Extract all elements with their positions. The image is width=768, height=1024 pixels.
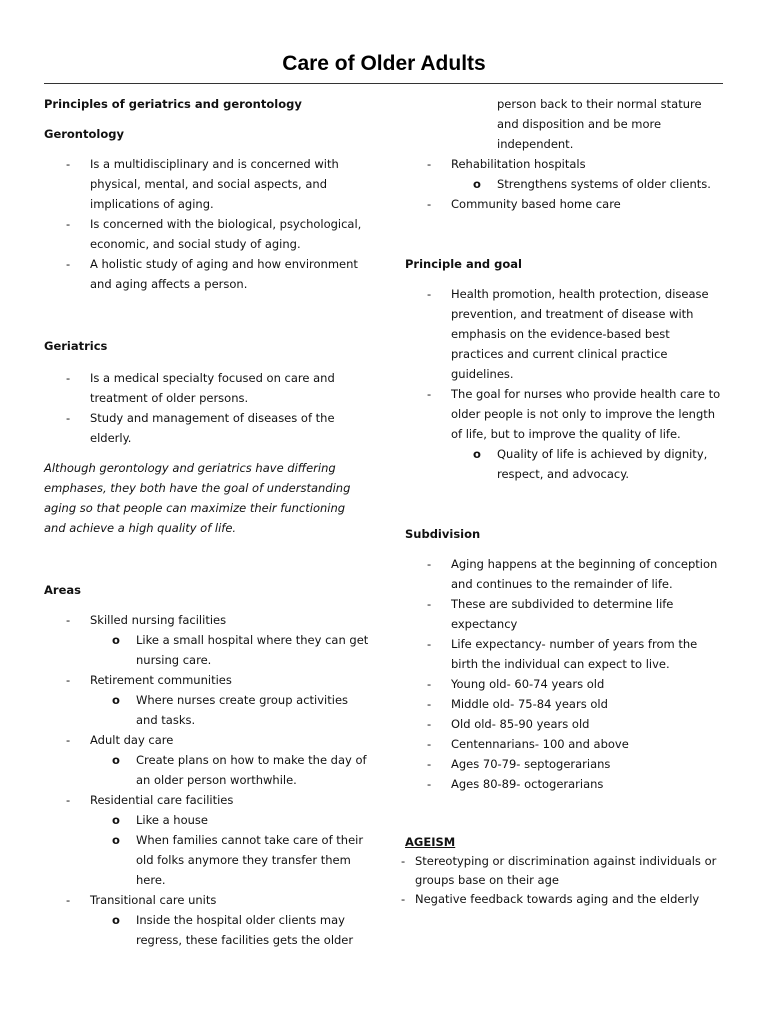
list-item <box>405 694 725 714</box>
dash-marker: - <box>401 892 406 906</box>
subdivision-heading: Subdivision <box>405 527 481 541</box>
circle-marker: o <box>112 753 120 767</box>
dash-marker: - <box>427 717 432 731</box>
dash-marker: - <box>427 197 432 211</box>
title-divider <box>44 83 723 84</box>
list-item <box>405 594 725 634</box>
dash-marker: - <box>66 257 71 271</box>
principle-goal-heading: Principle and goal <box>405 257 522 271</box>
list-item-text: Retirement communities <box>90 673 232 687</box>
dash-marker: - <box>66 371 71 385</box>
dash-marker: - <box>66 733 71 747</box>
list-item <box>44 214 369 254</box>
sub-list-item-text: Like a house <box>136 813 208 827</box>
dash-marker: - <box>427 677 432 691</box>
circle-marker: o <box>112 833 120 847</box>
list-item <box>44 154 369 214</box>
circle-marker: o <box>112 693 120 707</box>
list-item <box>405 284 725 384</box>
list-item-text: Rehabilitation hospitals <box>451 157 586 171</box>
circle-marker: o <box>112 813 120 827</box>
list-item-text: Negative feedback towards aging and the elderly <box>415 892 700 906</box>
sub-list-item <box>44 750 369 790</box>
gerontology-list <box>44 154 369 294</box>
sub-list-item-text: When families cannot take care of their old folks anymore they transfer them here. <box>136 833 364 887</box>
continued-text: person back to their normal stature and disposition and be more independent. <box>497 97 702 151</box>
list-item-text: Middle old- 75-84 years old <box>451 697 608 711</box>
list-item-text: Residential care facilities <box>90 793 234 807</box>
list-item-text: Skilled nursing facilities <box>90 613 227 627</box>
list-item <box>44 730 369 750</box>
list-item-text: Aging happens at the beginning of conception and continues to the remainder of life. <box>451 557 718 591</box>
summary-paragraph: Although gerontology and geriatrics have differing emphases, they both have the goal of understanding aging so that people can maximize their functioning and achieve a high quality of life. <box>44 461 351 535</box>
list-item-text: Centennarians- 100 and above <box>451 737 629 751</box>
list-item <box>405 154 725 174</box>
list-item-text: Young old- 60-74 years old <box>451 677 605 691</box>
list-item-text: These are subdivided to determine life expectancy <box>451 597 674 631</box>
sub-list-item-text: Inside the hospital older clients may regress, these facilities gets the older <box>136 913 354 947</box>
list-item-text: Study and management of diseases of the elderly. <box>90 411 335 445</box>
list-item <box>405 674 725 694</box>
dash-marker: - <box>66 613 71 627</box>
gerontology-heading: Gerontology <box>44 127 124 141</box>
list-item-text: Ages 70-79- septogerarians <box>451 757 611 771</box>
list-item-text: Is concerned with the biological, psychological, economic, and social study of aging. <box>90 217 362 251</box>
ageism-heading: AGEISM <box>405 835 456 849</box>
list-item-text: Is a multidisciplinary and is concerned with physical, mental, and social aspects, and implications of aging. <box>90 157 339 211</box>
list-item-text: Community based home care <box>451 197 621 211</box>
subdivision-list <box>405 554 725 794</box>
list-item <box>44 670 369 690</box>
sub-list-item-text: Like a small hospital where they can get nursing care. <box>136 633 369 667</box>
list-item-text: Stereotyping or discrimination against individuals or groups base on their age <box>415 854 717 887</box>
list-item <box>405 754 725 774</box>
sub-list-item-text: Where nurses create group activities and tasks. <box>136 693 349 727</box>
dash-marker: - <box>66 157 71 171</box>
dash-marker: - <box>427 597 432 611</box>
list-item <box>401 852 725 890</box>
list-item-text: Adult day care <box>90 733 174 747</box>
list-item <box>405 714 725 734</box>
dash-marker: - <box>401 854 406 868</box>
dash-marker: - <box>427 637 432 651</box>
right-column <box>401 94 725 909</box>
dash-marker: - <box>427 697 432 711</box>
dash-marker: - <box>66 411 71 425</box>
circle-marker: o <box>112 913 120 927</box>
ageism-list <box>401 852 725 909</box>
principle-goal-list <box>405 284 725 484</box>
dash-marker: - <box>66 217 71 231</box>
areas-heading: Areas <box>44 583 81 597</box>
list-item-text: Life expectancy- number of years from the birth the individual can expect to live. <box>451 637 698 671</box>
list-item <box>405 774 725 794</box>
dash-marker: - <box>66 893 71 907</box>
sub-list-item-text: Strengthens systems of older clients. <box>497 177 711 191</box>
list-item-text: Transitional care units <box>90 893 217 907</box>
sub-list-item <box>405 174 725 194</box>
list-item-text: Is a medical specialty focused on care and treatment of older persons. <box>90 371 335 405</box>
list-item <box>401 890 725 909</box>
list-item <box>405 194 725 214</box>
sub-list-item <box>405 444 725 484</box>
sub-list-item-text: Quality of life is achieved by dignity, respect, and advocacy. <box>497 447 708 481</box>
sub-list-item <box>44 630 369 670</box>
areas-list <box>44 610 369 950</box>
geriatrics-heading: Geriatrics <box>44 339 108 353</box>
list-item <box>44 408 369 448</box>
list-item <box>44 610 369 630</box>
list-item-text: Ages 80-89- octogerarians <box>451 777 604 791</box>
sub-list-item-text: Create plans on how to make the day of an older person worthwhile. <box>136 753 367 787</box>
dash-marker: - <box>427 157 432 171</box>
list-item <box>44 368 369 408</box>
list-item-text: Old old- 85-90 years old <box>451 717 590 731</box>
dash-marker: - <box>66 673 71 687</box>
care-settings-list <box>405 154 725 214</box>
list-item <box>405 554 725 594</box>
list-item-text: Health promotion, health protection, disease prevention, and treatment of disease with emphasis on the evidence-based best practices and current clinical practice guidelines. <box>451 287 709 381</box>
list-item <box>405 734 725 754</box>
sub-list-item <box>44 830 369 890</box>
list-item-text: The goal for nurses who provide health care to older people is not only to improve the length of life, but to improve the quality of life. <box>451 387 721 441</box>
list-item-text: A holistic study of aging and how environment and aging affects a person. <box>90 257 358 291</box>
circle-marker: o <box>473 447 481 461</box>
sub-list-item <box>44 690 369 730</box>
dash-marker: - <box>427 287 432 301</box>
dash-marker: - <box>427 757 432 771</box>
page-title: Care of Older Adults <box>282 52 486 75</box>
list-item <box>44 790 369 810</box>
list-item <box>405 384 725 444</box>
circle-marker: o <box>473 177 481 191</box>
list-item <box>405 634 725 674</box>
list-item <box>44 890 369 910</box>
left-column <box>44 94 369 950</box>
dash-marker: - <box>427 737 432 751</box>
list-item <box>44 254 369 294</box>
geriatrics-list <box>44 368 369 448</box>
sub-list-item <box>44 810 369 830</box>
dash-marker: - <box>66 793 71 807</box>
dash-marker: - <box>427 777 432 791</box>
sub-list-item <box>44 910 369 950</box>
dash-marker: - <box>427 387 432 401</box>
dash-marker: - <box>427 557 432 571</box>
circle-marker: o <box>112 633 120 647</box>
principles-heading: Principles of geriatrics and gerontology <box>44 97 302 111</box>
